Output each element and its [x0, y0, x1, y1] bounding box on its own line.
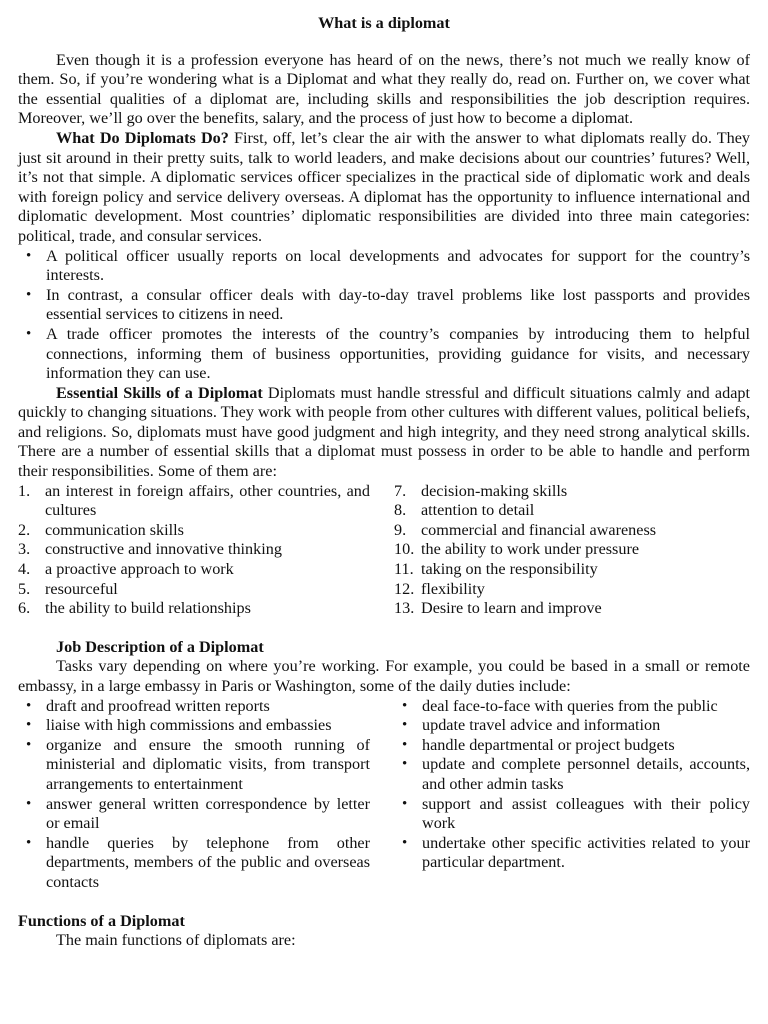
skills-list-left	[18, 482, 370, 619]
list-item	[394, 501, 750, 521]
list-item	[394, 521, 750, 541]
item-text: Desire to learn and improve	[421, 599, 602, 618]
list-item: • deal face-to-face with queries from the public	[394, 697, 750, 717]
duties-list-right	[394, 697, 750, 893]
list-item	[18, 580, 370, 600]
list-item: • A political officer usually reports on local developments and advocates for support for the country’s interests.	[18, 247, 750, 286]
list-item: • update and complete personnel details, accounts, and other admin tasks	[394, 755, 750, 794]
item-text: resourceful	[45, 579, 118, 598]
list-item: • handle queries by telephone from other departments, members of the public and overseas contacts	[18, 834, 370, 893]
item-text: the ability to work under pressure	[421, 540, 640, 559]
list-item: • liaise with high commissions and embassies	[18, 716, 370, 736]
spacer	[18, 619, 750, 638]
item-number: 8.	[394, 501, 407, 520]
list-item	[394, 580, 750, 600]
item-text: a proactive approach to work	[45, 560, 234, 579]
list-item	[18, 540, 370, 560]
functions-paragraph: The main functions of diplomats are:	[56, 931, 296, 950]
item-number: 7.	[394, 481, 407, 500]
list-item: • In contrast, a consular officer deals with day-to-day travel problems like lost passports and provides essential services to citizens in need.	[18, 286, 750, 325]
skills-paragraph	[18, 384, 750, 482]
functions-heading: Functions of a Diplomat	[18, 911, 185, 930]
item-number: 10.	[394, 540, 415, 559]
what-do-paragraph	[18, 129, 750, 247]
job-heading: Job Description of a Diplomat	[56, 637, 264, 656]
list-item	[394, 599, 750, 619]
list-item	[18, 482, 370, 521]
item-number: 9.	[394, 520, 407, 539]
list-item: • handle departmental or project budgets	[394, 736, 750, 756]
list-item: • support and assist colleagues with their policy work	[394, 795, 750, 834]
item-text: constructive and innovative thinking	[45, 540, 282, 559]
list-item: • answer general written correspondence by letter or email	[18, 795, 370, 834]
item-text: communication skills	[45, 520, 184, 539]
item-number: 11.	[394, 560, 414, 579]
item-number: 2.	[18, 520, 31, 539]
duties-list-left	[18, 697, 370, 893]
list-item: • update travel advice and information	[394, 716, 750, 736]
item-text: an interest in foreign affairs, other countries, and cultures	[45, 481, 370, 520]
skills-list-right	[394, 482, 750, 619]
item-number: 4.	[18, 560, 31, 579]
list-item: • draft and proofread written reports	[18, 697, 370, 717]
job-paragraph: Tasks vary depending on where you’re working. For example, you could be based in a small or remote embassy, in a large embassy in Paris or Washington, some of the daily duties include:	[18, 657, 750, 695]
item-text: attention to detail	[421, 501, 535, 520]
page-title: What is a diplomat	[318, 14, 450, 32]
item-number: 5.	[18, 579, 31, 598]
list-item	[18, 599, 370, 619]
item-number: 6.	[18, 599, 31, 618]
list-item	[394, 482, 750, 502]
job-columns	[18, 697, 750, 893]
list-item: • organize and ensure the smooth running of ministerial and diplomatic visits, from transport arrangements to entertainment	[18, 736, 370, 795]
document-page	[18, 14, 750, 951]
officer-list	[18, 247, 750, 384]
list-item	[18, 560, 370, 580]
item-number: 3.	[18, 540, 31, 559]
item-text: commercial and financial awareness	[421, 520, 657, 539]
skills-text: Diplomats must handle stressful and difficult situations calmly and adapt quickly to changing situations. They work with people from other cultures with different values, political beliefs, and religions. So, diplomats must have good judgment and high integrity, and they need strong analytical skills. There are a number of essential skills that a diplomat must possess in order to be able to handle and perform their responsibilities. Some of them are:	[18, 383, 750, 481]
skills-heading: Essential Skills of a Diplomat	[56, 383, 263, 402]
list-item: • A trade officer promotes the interests of the country’s companies by introducing them to helpful connections, informing them of business opportunities, providing guidance for visits, and necessary information they can use.	[18, 325, 750, 384]
skills-columns	[18, 482, 750, 619]
list-item	[394, 560, 750, 580]
intro-paragraph: Even though it is a profession everyone has heard of on the news, there’s not much we really know of them. So, if you’re wondering what is a Diplomat and what they really do, read on. Further on, we cover what the essential qualities of a diplomat are, including skills and responsibilities the job description requires. Moreover, we’ll go over the benefits, salary, and the process of just how to become a diplomat.	[18, 50, 750, 128]
item-text: taking on the responsibility	[421, 560, 598, 579]
what-do-heading: What Do Diplomats Do?	[56, 128, 229, 147]
item-text: flexibility	[421, 579, 485, 598]
list-item	[394, 540, 750, 560]
what-do-text: First, off, let’s clear the air with the answer to what diplomats really do. They just sit around in their pretty suits, talk to world leaders, and make decisions about our countries’ futures? Well, it’s not that simple. A diplomatic services officer specializes in the practical side of diplomatic work and deals with foreign policy and service delivery overseas. A diplomat has the opportunity to influence international and diplomatic development. Most countries’ diplomatic responsibilities are divided into three main categories: political, trade, and consular services.	[18, 128, 750, 245]
item-text: the ability to build relationships	[45, 599, 251, 618]
spacer	[18, 893, 750, 912]
item-text: decision-making skills	[421, 481, 568, 500]
item-number: 13.	[394, 599, 415, 618]
item-number: 12.	[394, 579, 415, 598]
list-item: • undertake other specific activities related to your particular department.	[394, 834, 750, 873]
list-item	[18, 521, 370, 541]
item-number: 1.	[18, 481, 31, 500]
